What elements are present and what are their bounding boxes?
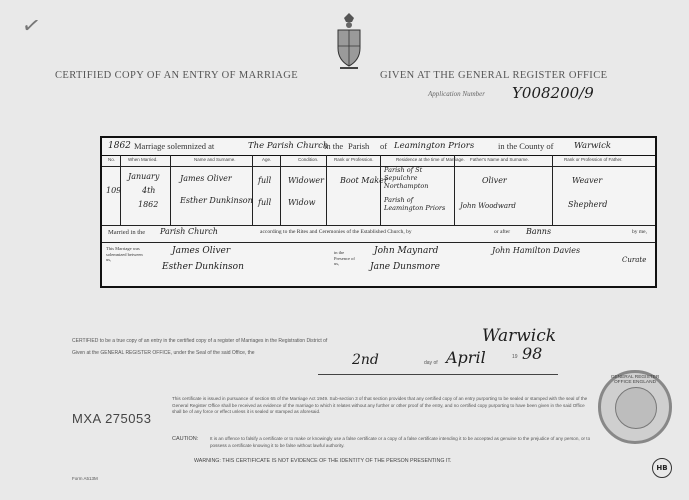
warning-text: WARNING: THIS CERTIFICATE IS NOT EVIDENCE OF THE IDENTITY OF THE PERSON PRESENTING IT.: [194, 458, 452, 464]
officiant-title: Curate: [622, 256, 647, 264]
party-groom-signature: James Oliver: [172, 246, 231, 256]
col-name: Name and Surname.: [194, 157, 236, 162]
bride-father-rank: Shepherd: [568, 200, 608, 209]
application-number: Y008200/9: [512, 84, 594, 102]
col-father-name: Father's Name and Surname.: [470, 157, 529, 162]
col-father-rank: Rank or Profession of Father.: [564, 157, 623, 162]
groom-residence: Parish of St Sepulchre Northampton: [384, 166, 429, 190]
married-in-value: Parish Church: [160, 227, 218, 236]
date-underline: [318, 374, 558, 375]
certificate-serial: MXA 275053: [72, 411, 152, 426]
solemnized-label: Marriage solemnized at: [134, 141, 215, 151]
presence-label: in the Presence of us,: [334, 250, 355, 266]
column-divider: [552, 155, 553, 225]
register-title-row: [102, 138, 655, 156]
col-age: Age.: [262, 157, 272, 162]
col-condition: Condition.: [298, 157, 319, 162]
day-of-label: day of: [424, 360, 438, 366]
column-divider: [454, 155, 455, 225]
royal-crest-icon: [334, 12, 364, 74]
groom-age: full: [258, 176, 272, 185]
groom-name: James Oliver: [180, 174, 232, 183]
column-divider: [170, 155, 171, 225]
general-register-office-seal: [598, 370, 672, 444]
col-residence: Residence at the time of Marriage.: [396, 157, 465, 162]
certificate-year: 98: [522, 344, 543, 363]
bride-name: Esther Dunkinson: [180, 196, 253, 205]
bride-father: John Woodward: [460, 202, 516, 210]
register-year: 1862: [108, 141, 131, 151]
of-label: of: [380, 141, 388, 151]
party-bride-signature: Esther Dunkinson: [162, 262, 244, 272]
witness-1-signature: John Maynard: [374, 246, 439, 256]
corner-stamp-mark: HB: [652, 458, 672, 478]
register-entry-table: [100, 136, 657, 288]
banns-label: or after: [494, 229, 511, 235]
county-name: Warwick: [574, 141, 612, 151]
county-label: in the County of: [498, 141, 554, 151]
parish-name: Leamington Priors: [394, 141, 475, 151]
seal-crest-icon: [615, 387, 657, 429]
certificate-month: April: [446, 348, 486, 367]
witness-2-signature: Jane Dunsmore: [370, 262, 440, 272]
bride-condition: Widow: [288, 198, 316, 207]
col-when-married: When Married.: [128, 157, 158, 162]
column-divider: [252, 155, 253, 225]
entry-number: 109: [106, 186, 122, 195]
by-me-label: by me,: [632, 229, 647, 235]
officiant-signature: John Hamilton Davies: [492, 246, 581, 255]
certification-text-1: CERTIFIED to be a true copy of an entry in the certified copy of a register of Marriages in the Registration District of: [72, 338, 328, 344]
seal-text: GENERAL REGISTER OFFICE ENGLAND: [610, 375, 660, 385]
statutory-note: This certificate is issued in pursuance of section 65 of the Marriage Act 1949. Sub-section 3 of that section provides that any certified copy of an entry purporting to be sealed or stamped with the seal of the General Register Office shall be received as evidence of the marriage to which it relates without any further or other proof of the entry, and no certified copy purporting to have been given in the said Office shall be of any force or effect unless it is sealed or stamped as aforesaid.: [172, 396, 588, 414]
marriage-date-year: 1862: [138, 200, 159, 209]
caution-text: It is an offence to falsify a certificate or to make or knowingly use a false certificate or a copy of a false certificate intending it to be accepted as genuine to the prejudice of any person, or to possess a certificate knowing it to be false without lawful authority.: [210, 436, 591, 448]
column-headers: [102, 155, 655, 167]
column-divider: [326, 155, 327, 225]
column-divider: [380, 155, 381, 225]
certificate-day: 2nd: [352, 352, 379, 368]
marriage-date-day: 4th: [142, 186, 156, 195]
certificate-title: CERTIFIED COPY OF AN ENTRY OF MARRIAGE: [55, 70, 299, 81]
bride-residence: Parish of Leamington Priors: [384, 196, 446, 212]
in-the-label: in the: [324, 141, 344, 151]
column-divider: [280, 155, 281, 225]
groom-father: Oliver: [482, 176, 507, 185]
col-no: No.: [108, 157, 116, 162]
form-code: Form A513M: [72, 476, 98, 481]
groom-rank: Boot Maker: [340, 176, 388, 185]
groom-condition: Widower: [288, 176, 324, 185]
caution-label: CAUTION:: [172, 436, 199, 442]
col-rank: Rank or Profession.: [334, 157, 374, 162]
rites-text: according to the Rites and Ceremonies of the Established Church, by: [260, 229, 412, 235]
registration-district: Warwick: [482, 326, 557, 346]
row-divider: [102, 242, 655, 243]
solemnized-between-label: This Marriage was solemnized between us,: [106, 246, 143, 262]
married-in-label: Married in the: [108, 229, 146, 236]
certificate-year-prefix: 19: [512, 354, 518, 360]
application-number-label: Application Number: [428, 90, 485, 98]
marriage-place: The Parish Church: [248, 141, 329, 151]
parish-label: Parish: [348, 141, 370, 151]
bride-age: full: [258, 198, 272, 207]
groom-father-rank: Weaver: [572, 176, 603, 185]
issuing-office: GIVEN AT THE GENERAL REGISTER OFFICE: [380, 70, 608, 81]
certification-text-2: Given at the GENERAL REGISTER OFFICE, under the Seal of the said Office, the: [72, 350, 255, 356]
banns-value: Banns: [526, 227, 552, 236]
row-divider: [102, 225, 655, 226]
checkmark-icon: ✓: [19, 12, 43, 41]
marriage-date-month: January: [128, 172, 160, 181]
